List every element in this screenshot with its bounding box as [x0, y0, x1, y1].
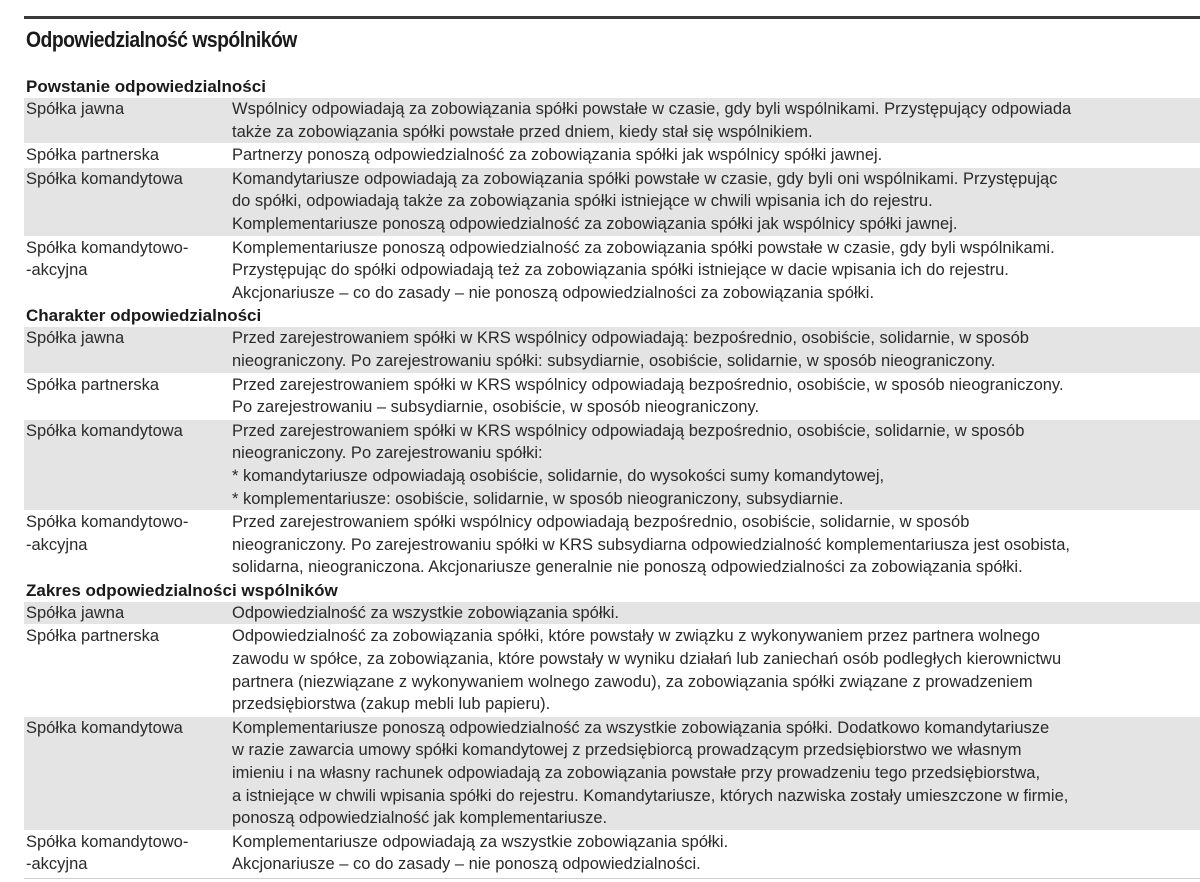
description-line: a istniejące w chwili wpisania spółki do rejestru. Komandytariusze, których nazwiska zostały umieszczone w firmie, — [232, 786, 1069, 805]
table-row — [24, 420, 1200, 511]
description-line: Akcjonariusze – co do zasady – nie ponoszą odpowiedzialności za zobowiązania spółki. — [232, 283, 875, 302]
description-line: Przystępując do spółki odpowiadają też za zobowiązania spółki istniejące w dacie wpisania ich do rejestru. — [232, 261, 1009, 280]
description-cell — [232, 168, 1200, 236]
company-type-cell: Spółka komandytowo- -akcyjna — [26, 513, 189, 554]
description-line: Partnerzy ponoszą odpowiedzialność za zobowiązania spółki jak wspólnicy spółki jawnej. — [232, 146, 883, 165]
page-title: Odpowiedzialność wspólników — [26, 27, 297, 52]
table-row — [24, 625, 1200, 716]
top-rule — [24, 16, 1200, 19]
description-line: przedsiębiorstwa (zakup mebli lub papieru). — [232, 695, 551, 714]
table-row — [24, 237, 1200, 306]
description-line: Komplementariusze ponoszą odpowiedzialność za zobowiązania spółki powstałe w czasie, gdy byli wspólnikami. — [232, 238, 1055, 257]
description-cell — [232, 717, 1200, 830]
company-type-cell: Spółka partnerska — [26, 146, 159, 165]
description-line: do spółki, odpowiadają także za zobowiązania spółki istniejące w chwili wpisania ich do rejestru. — [232, 192, 933, 211]
description-line: Komplementariusze odpowiadają za wszystkie zobowiązania spółki. — [232, 832, 729, 851]
section-header: Charakter odpowiedzialności — [26, 306, 262, 326]
description-cell — [232, 511, 1200, 579]
description-cell — [232, 98, 1200, 143]
liability-table — [24, 76, 1200, 877]
description-line: Komplementariusze ponoszą odpowiedzialność za wszystkie zobowiązania spółki. Dodatkowo komandytariusze — [232, 718, 1050, 737]
description-line: partnera (niezwiązane z wykonywaniem wolnego zawodu), za zobowiązania spółki związane z prowadzeniem — [232, 672, 1033, 691]
company-type-cell: Spółka jawna — [26, 100, 125, 118]
section-header: Powstanie odpowiedzialności — [26, 77, 266, 96]
company-type-cell: Spółka jawna — [26, 603, 125, 622]
description-line: także za zobowiązania spółki powstałe przed dniem, kiedy stał się wspólnikiem. — [232, 122, 813, 141]
table-row — [24, 168, 1200, 237]
description-line: * komplementariusze: osobiście, solidarnie, w sposób nieograniczony, subsydiarnie. — [232, 489, 844, 508]
table-row — [24, 717, 1200, 831]
description-line: zawodu w spółce, za zobowiązania, które powstały w wyniku działań lub zaniechań osób podległych kierownictwu — [232, 650, 1062, 669]
section-header: Zakres odpowiedzialności wspólników — [26, 580, 338, 600]
description-cell — [232, 602, 1200, 625]
table-row — [24, 327, 1200, 373]
description-line: Komandytariusze odpowiadają za zobowiązania spółki powstałe w czasie, gdy byli oni wspólnikami. Przystępując — [232, 169, 1058, 188]
description-cell — [232, 420, 1200, 510]
description-line: imieniu i na własny rachunek odpowiadają za zobowiązania powstałe przy prowadzeniu tego przedsiębiorstwa, — [232, 764, 1041, 783]
description-line: Po zarejestrowaniu – subsydiarnie, osobiście, w sposób nieograniczony. — [232, 398, 760, 417]
company-type-cell: Spółka partnerska — [26, 375, 159, 394]
description-line: nieograniczony. Po zarejestrowaniu spółki: subsydiarnie, osobiście, solidarnie, w sposób nieograniczony. — [232, 351, 996, 370]
description-line: solidarna, nieograniczona. Akcjonariusze generalnie nie ponoszą odpowiedzialności za zobowiązania spółki. — [232, 558, 1023, 577]
description-cell — [232, 831, 1200, 876]
description-line: w razie zawarcia umowy spółki komandytowej z przedsiębiorcą prowadzącym przedsiębiorstwo we własnym — [232, 741, 1022, 760]
description-line: Odpowiedzialność za zobowiązania spółki, które powstały w związku z wykonywaniem przez partnera wolnego — [232, 627, 1040, 646]
description-line: Przed zarejestrowaniem spółki wspólnicy odpowiadają bezpośrednio, osobiście, solidarnie, w sposób — [232, 513, 970, 532]
description-cell — [232, 237, 1200, 305]
description-line: nieograniczony. Po zarejestrowaniu spółki: — [232, 444, 543, 463]
description-line: Odpowiedzialność za wszystkie zobowiązania spółki. — [232, 603, 620, 622]
bottom-rule — [24, 878, 1200, 879]
description-cell — [232, 625, 1200, 715]
table-row — [24, 144, 1200, 168]
description-line: Komplementariusze ponoszą odpowiedzialność za zobowiązania spółki jak wspólnicy spółki jawnej. — [232, 214, 958, 233]
table-row — [24, 602, 1200, 626]
description-line: ponoszą odpowiedzialność jak komplementariusze. — [232, 809, 608, 828]
company-type-cell: Spółka komandytowa — [26, 169, 183, 188]
description-line: Przed zarejestrowaniem spółki w KRS wspólnicy odpowiadają bezpośrednio, osobiście, solidarnie, w sposób — [232, 421, 1025, 440]
company-type-cell: Spółka komandytowa — [26, 718, 183, 737]
company-type-cell: Spółka partnerska — [26, 627, 159, 646]
description-cell — [232, 327, 1200, 372]
description-cell — [232, 374, 1200, 419]
description-line: Wspólnicy odpowiadają za zobowiązania spółki powstałe w czasie, gdy byli wspólnikami. Przystępujący odpowiada — [232, 100, 1072, 118]
description-line: nieograniczony. Po zarejestrowaniu spółki w KRS subsydiarna odpowiedzialność komplementariusza jest osobista, — [232, 535, 1070, 554]
description-line: Akcjonariusze – co do zasady – nie ponoszą odpowiedzialności. — [232, 855, 701, 874]
company-type-cell: Spółka komandytowo- -akcyjna — [26, 832, 189, 874]
table-row — [24, 374, 1200, 420]
description-line: * komandytariusze odpowiadają osobiście, solidarnie, do wysokości sumy komandytowej, — [232, 466, 885, 485]
table-row — [24, 98, 1200, 144]
table-row — [24, 511, 1200, 580]
company-type-cell: Spółka jawna — [26, 329, 125, 348]
company-type-cell: Spółka komandytowa — [26, 421, 183, 440]
description-line: Przed zarejestrowaniem spółki w KRS wspólnicy odpowiadają: bezpośrednio, osobiście, solidarnie, w sposób — [232, 329, 1029, 348]
table-row — [24, 831, 1200, 877]
company-type-cell: Spółka komandytowo- -akcyjna — [26, 238, 189, 280]
description-line: Przed zarejestrowaniem spółki w KRS wspólnicy odpowiadają bezpośrednio, osobiście, w sposób nieograniczony. — [232, 375, 1064, 394]
description-cell — [232, 144, 1200, 167]
